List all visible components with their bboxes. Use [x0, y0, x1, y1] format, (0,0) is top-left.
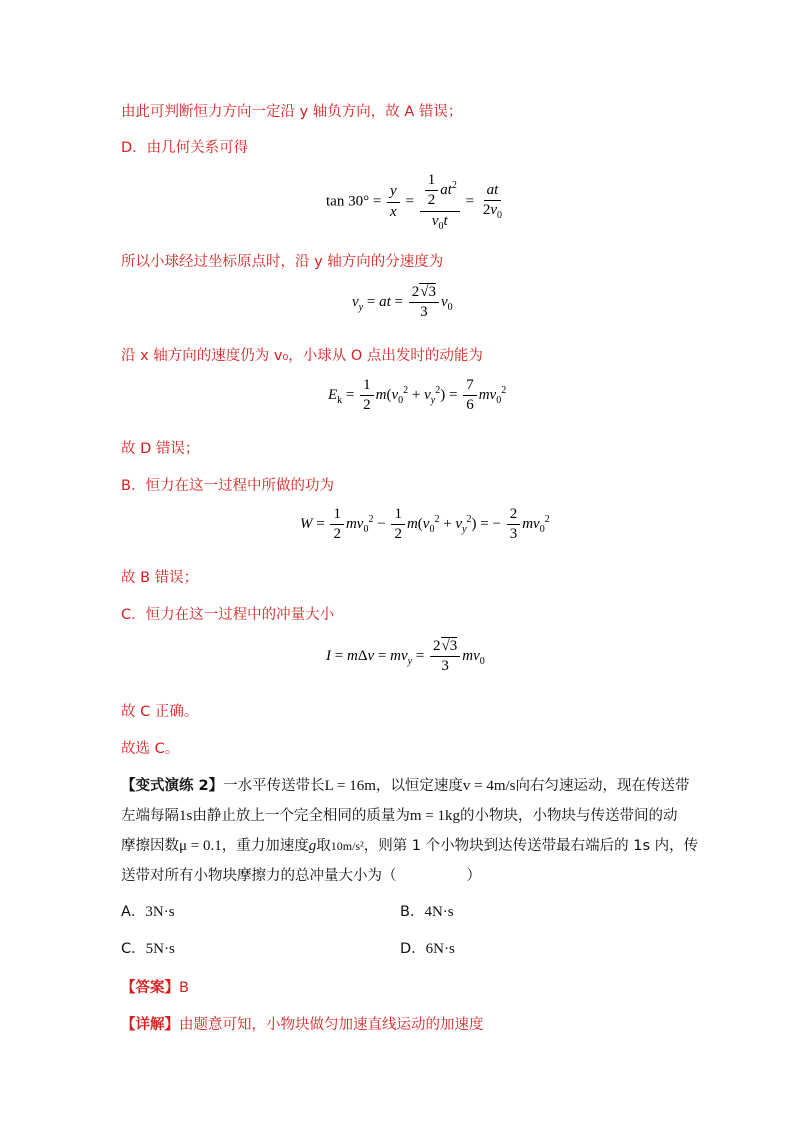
text-line-3: 所以小球经过坐标原点时，沿 y 轴方向的分速度为	[121, 254, 444, 270]
equation-ek: $E_k$ = $\frac{1}{2}$ $m(v_0^2 + v_y^2)$ = $\frac{7}{6}$ $mv_0^2$	[328, 377, 507, 414]
problem-line-2: 左端每隔1s由静止放上一个完全相同的质量为m = 1kg的小物块，小物块与传送带间的动	[121, 808, 678, 824]
answer-line: 【答案】B	[121, 980, 189, 996]
option-c[interactable]: C．5N·s	[121, 941, 175, 957]
friction-coefficient: μ = 0.1	[179, 838, 222, 854]
problem-line-1: 【变式演练 2】一水平传送带长L = 16m，以恒定速度v = 4m/s向右匀速运动，现在传送带	[121, 778, 690, 794]
text-line-6: B．恒力在这一过程中所做的功为	[121, 478, 334, 494]
option-d[interactable]: D．6N·s	[400, 941, 455, 957]
text-line-8: C．恒力在这一过程中的冲量大小	[121, 607, 335, 623]
text-line-9: 故 C 正确。	[121, 704, 199, 720]
text-line-2: D．由几何关系可得	[121, 140, 249, 156]
problem-line-4: 送带对所有小物块摩擦力的总冲量大小为（ ）	[121, 868, 481, 884]
text-line-1: 由此可判断恒力方向一定沿 y 轴负方向，故 A 错误；	[121, 104, 463, 120]
length-value: L = 16m	[324, 778, 376, 794]
velocity-value: v = 4m/s	[462, 778, 516, 794]
text-line-10: 故选 C。	[121, 741, 180, 757]
equation-work: W = $\frac{1}{2}$ $mv_0^2$ − $\frac{1}{2}$ $m(v_0^2 + v_y^2)$ = − $\frac{2}{3}$ $mv_0^2$	[300, 506, 550, 543]
text-line-4: 沿 x 轴方向的速度仍为 v₀，小球从 O 点出发时的动能为	[121, 348, 483, 364]
equation-impulse: $I = m\Delta v = mv_y$ = $\frac{2√3}{3}$ $mv_0$	[326, 638, 485, 675]
equation-vy: $v_y$ = at = $\frac{2√3}{3}$ $v_0$	[352, 284, 453, 321]
gravity-value: 10m/s²	[330, 839, 364, 853]
option-a[interactable]: A．3N·s	[121, 904, 175, 920]
detail-line: 【详解】由题意可知，小物块做匀加速直线运动的加速度	[121, 1017, 484, 1033]
problem-line-3: 摩擦因数μ = 0.1，重力加速度g取10m/s²，则第 1 个小物块到达传送带最右端后的 1s 内，传	[121, 838, 699, 854]
text-line-5: 故 D 错误；	[121, 441, 200, 457]
answer-value: B	[179, 980, 189, 996]
text-line-7: 故 B 错误；	[121, 570, 199, 586]
equation-tan30: tan 30° = $\frac{y}{x}$ = $\frac{1}{2}$ $at^2$ $v_0t$ = $\frac{at}{2v_0}$	[326, 172, 502, 232]
option-b[interactable]: B．4N·s	[400, 904, 454, 920]
problem-tag: 【变式演练 2】	[121, 778, 224, 794]
mass-value: m = 1kg	[409, 808, 460, 824]
